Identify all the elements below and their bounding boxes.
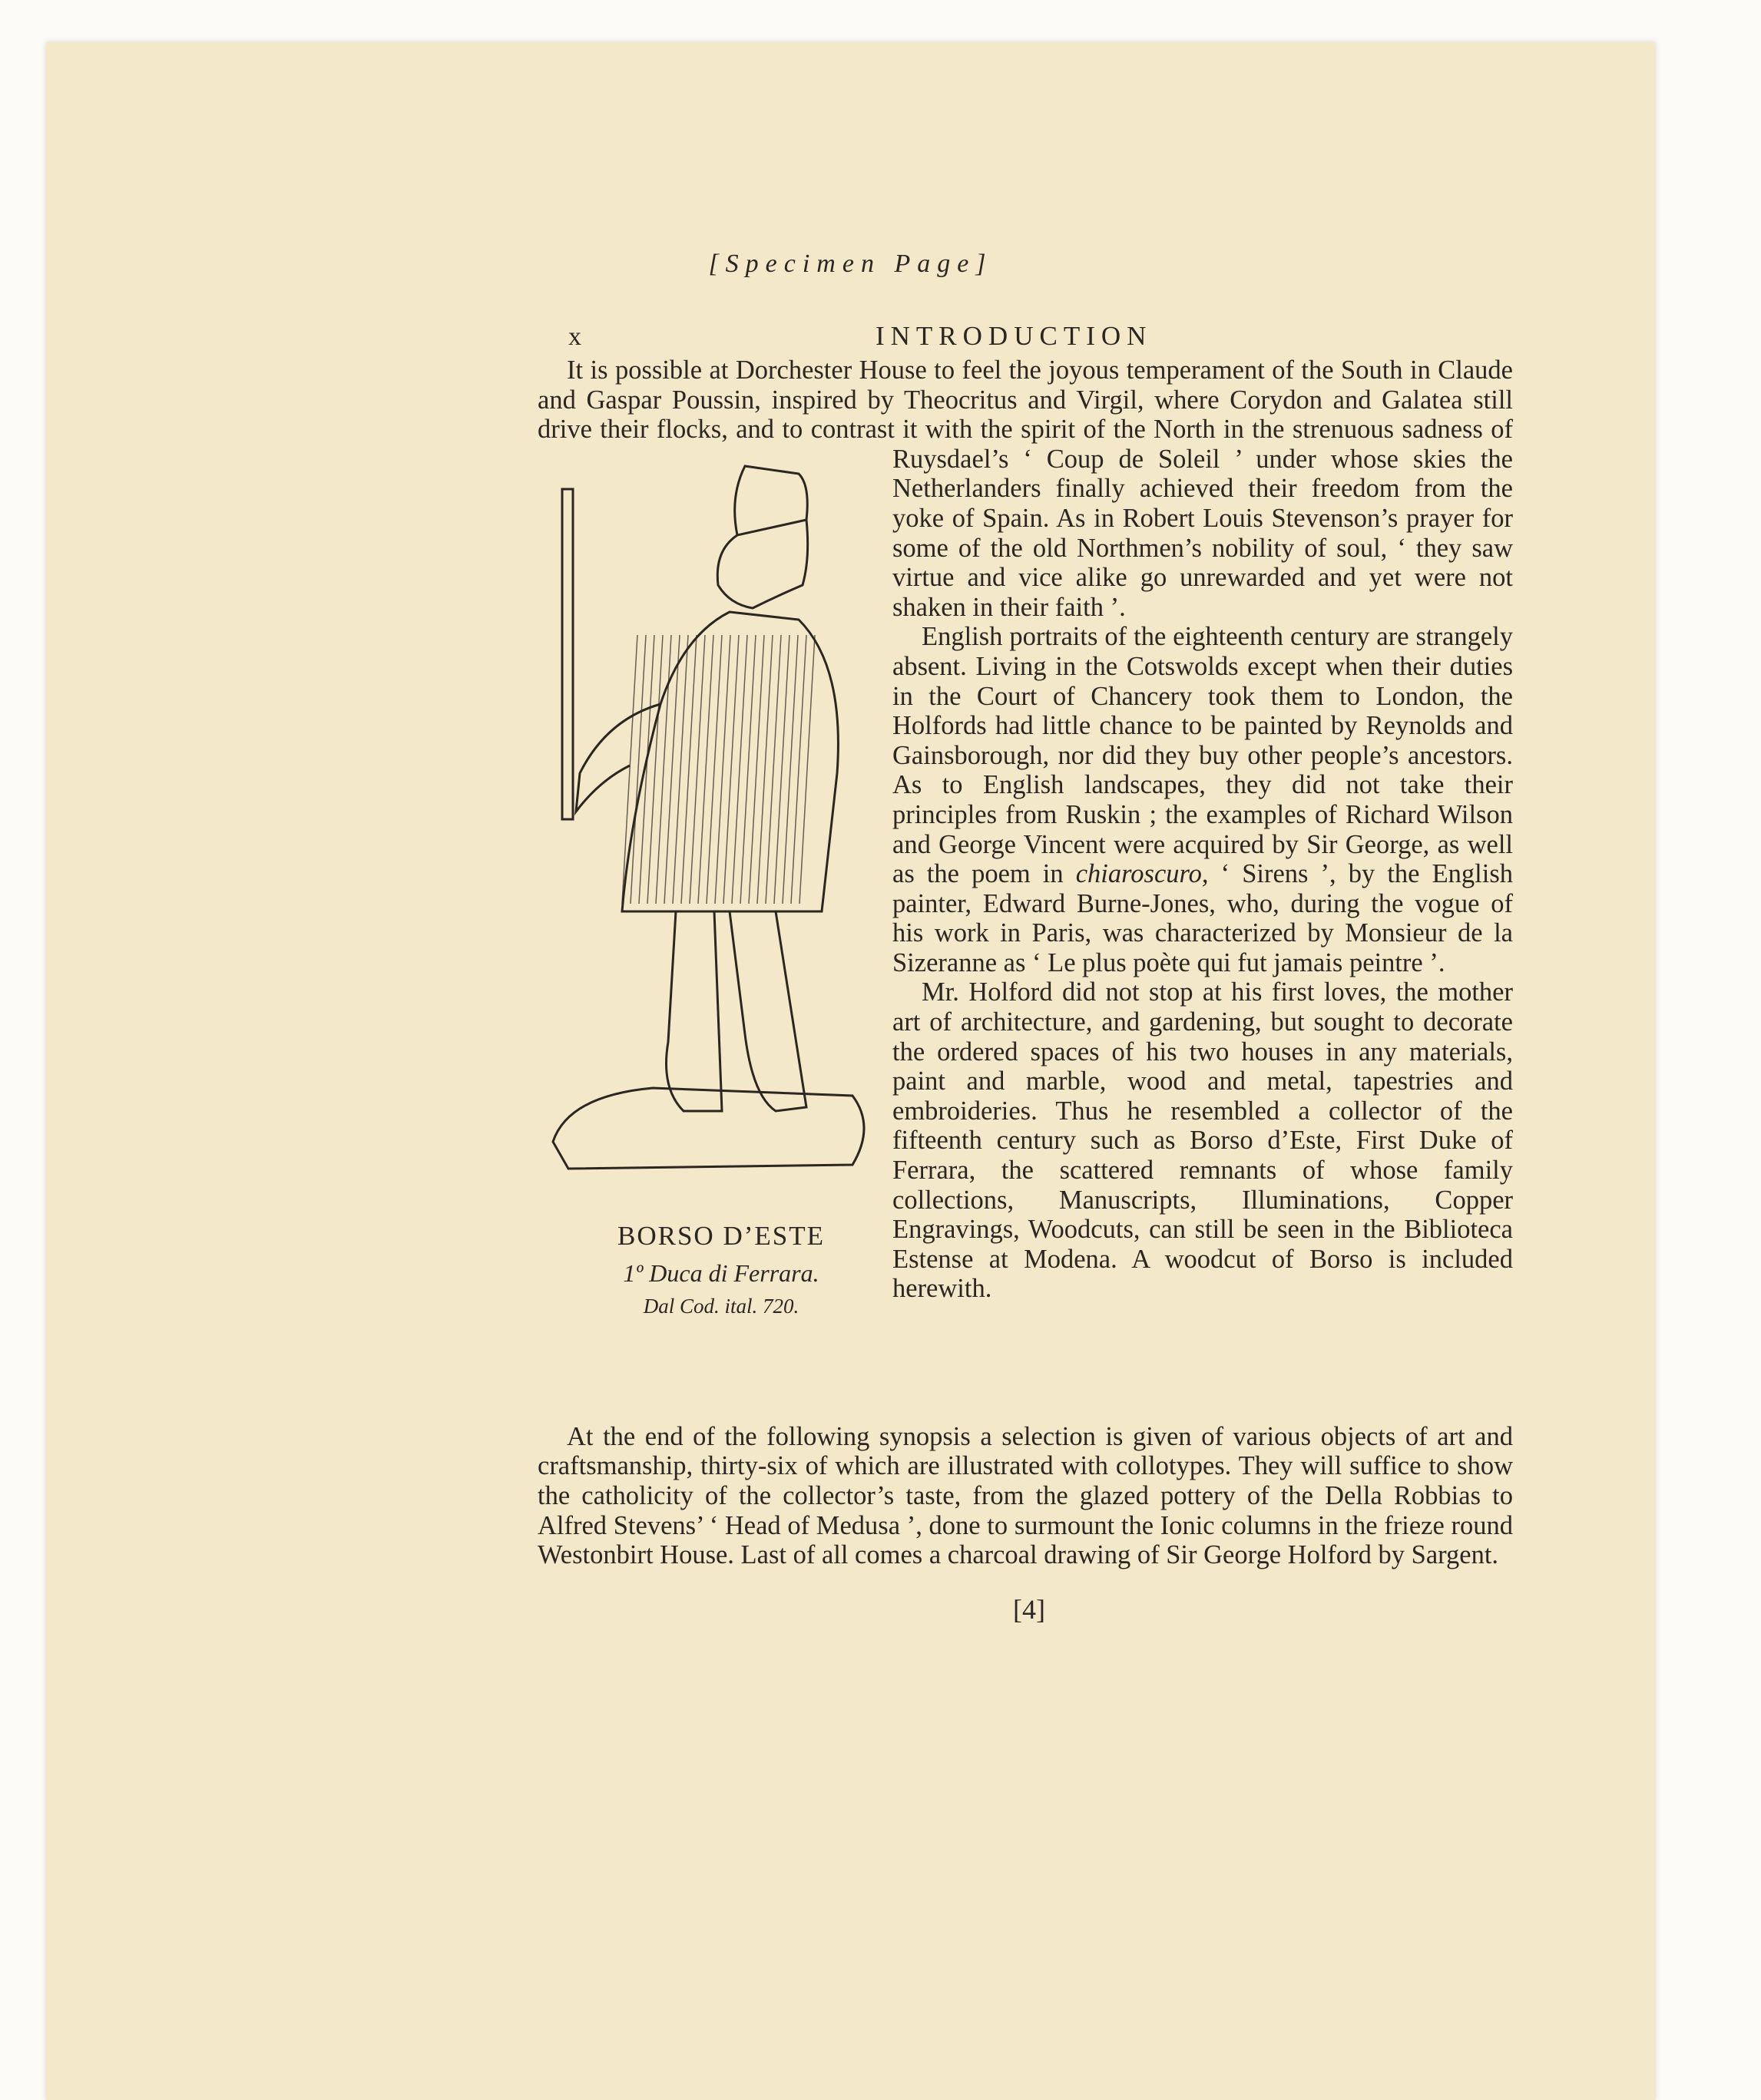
page-number: [4] bbox=[1013, 1594, 1045, 1625]
head bbox=[717, 520, 807, 608]
paper-sheet bbox=[46, 42, 1655, 2100]
paragraph-3: Mr. Holford did not stop at his first loves, the mother art of architecture, and gardening, but sought to decorate the ordered spaces of his two houses in any materials, paint and marble, wood and metal, tapestries and embroideries. Thus he resembled a collector of the fifteenth century such as Borso d’Este, First Duke of Ferrara, the scattered remnants of whose family collections, Manuscripts, Illuminations, Copper Engravings, Woodcuts, can still be seen in the Biblioteca Estense at Modena. A woodcut of Borso is included herewith. bbox=[892, 977, 1513, 1304]
paragraph-1-tail: whose skies the Netherlanders finally achieved their freedom from the yoke of Spain. As in Robert Louis Stevenson’s prayer for some of the old Northmen’s nobility of soul, ‘ they saw virtue and vice alike go unrewarded and yet were not shaken in their faith ’. bbox=[892, 444, 1513, 622]
leg-left bbox=[667, 911, 723, 1111]
ground bbox=[553, 1088, 864, 1169]
borso-woodcut-image bbox=[545, 451, 868, 1219]
paragraph-2: English portraits of the eighteenth century are strangely absent. Living in the Cotswolds except when their duties in the Court of Chancery took them to London, the Holfords had little chance to be painted by Reynolds and Gainsborough, nor did they buy other people’s ancestors. As to English landscapes, they did not take their principles from Ruskin ; the examples of Richard Wilson and George Vincent were acquired by Sir George, as well as the poem in chiaroscuro, ‘ Sirens ’, by the English painter, Edward Burne-Jones, who, during the vogue of his work in Paris, was characterized by Monsieur de la Sizeranne as ‘ Le plus poète qui fut jamais peintre ’. bbox=[892, 622, 1514, 977]
staff bbox=[562, 489, 573, 819]
paragraph-4: At the end of the following synopsis a selection is given of various objects of art and craftsmanship, thirty-six of which are illustrated with collotypes. They will suffice to show the catholicity of the collector’s taste, from the glazed pottery of the Della Robbias to Alfred Stevens’ ‘ Head of Medusa ’, done to surmount the Ionic columns in the frieze round Westonbirt House. Last of all comes a charcoal drawing of Sir George Holford by Sargent. bbox=[538, 1421, 1513, 1570]
figure-title: BORSO D’ESTE bbox=[617, 1220, 825, 1251]
cap bbox=[735, 466, 808, 535]
running-title: INTRODUCTION bbox=[876, 321, 1153, 351]
text-column bbox=[538, 356, 1513, 1570]
paragraph-1-head: It is possible at Dorchester House to feel the joyous temperament of the South in Claude and Gaspar Poussin, inspired by Theocritus and Virgil, where Corydon and Galatea still drive their flocks, and to contrast it with the spirit of the North in the strenuous sadness of Ruysdael’s ‘ Coup de Soleil ’ under bbox=[538, 356, 1513, 474]
italic-term: chiaroscuro, bbox=[1075, 859, 1209, 889]
figure-source: Dal Cod. ital. 720. bbox=[643, 1294, 799, 1318]
folio-number: x bbox=[568, 322, 581, 351]
tunic bbox=[622, 612, 838, 911]
figure-subtitle: 1º Duca di Ferrara. bbox=[623, 1259, 819, 1288]
woodcut-figure bbox=[538, 451, 876, 1422]
leg-right bbox=[730, 911, 806, 1111]
specimen-label: [Specimen Page] bbox=[708, 250, 993, 278]
